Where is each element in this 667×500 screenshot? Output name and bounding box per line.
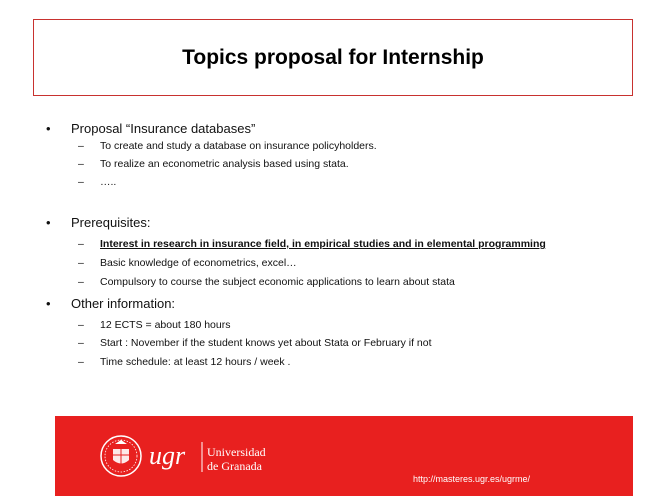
list-item-text: ….. (100, 176, 117, 188)
footer-banner (55, 416, 633, 496)
dash: – (78, 140, 84, 152)
dash: – (78, 238, 84, 250)
dash: – (78, 176, 84, 188)
logo-line2: de Granada (207, 459, 262, 473)
list-item-text: To create and study a database on insurance policyholders. (100, 140, 377, 152)
dash: – (78, 158, 84, 170)
page-title: Topics proposal for Internship (182, 45, 484, 69)
dash: – (78, 257, 84, 269)
list-item-text: Time schedule: at least 12 hours / week . (100, 356, 291, 368)
logo-ugr-text: ugr (149, 441, 186, 470)
list-item-text: Interest in research in insurance field, in empirical studies and in elemental programming (100, 238, 546, 250)
list-item-text: Start : November if the student knows yet about Stata or February if not (100, 337, 432, 349)
list-item-text: Compulsory to course the subject economic applications to learn about stata (100, 276, 455, 288)
footer-url[interactable]: http://masteres.ugr.es/ugrme/ (413, 474, 531, 484)
bullet: • (46, 296, 51, 311)
list-item-text: Basic knowledge of econometrics, excel… (100, 257, 297, 269)
dash: – (78, 276, 84, 288)
list-item-text: To realize an econometric analysis based using stata. (100, 158, 349, 170)
university-logo (99, 434, 283, 478)
section-label: Prerequisites: (71, 215, 151, 230)
bullet: • (46, 215, 51, 230)
dash: – (78, 356, 84, 368)
list-item-text: 12 ECTS = about 180 hours (100, 319, 231, 331)
section-label: Proposal “Insurance databases” (71, 121, 256, 136)
seal-icon (101, 436, 141, 476)
section-label: Other information: (71, 296, 176, 311)
logo-line1: Universidad (207, 445, 266, 459)
dash: – (78, 319, 84, 331)
dash: – (78, 337, 84, 349)
bullet: • (46, 121, 51, 136)
title-box (33, 19, 633, 96)
